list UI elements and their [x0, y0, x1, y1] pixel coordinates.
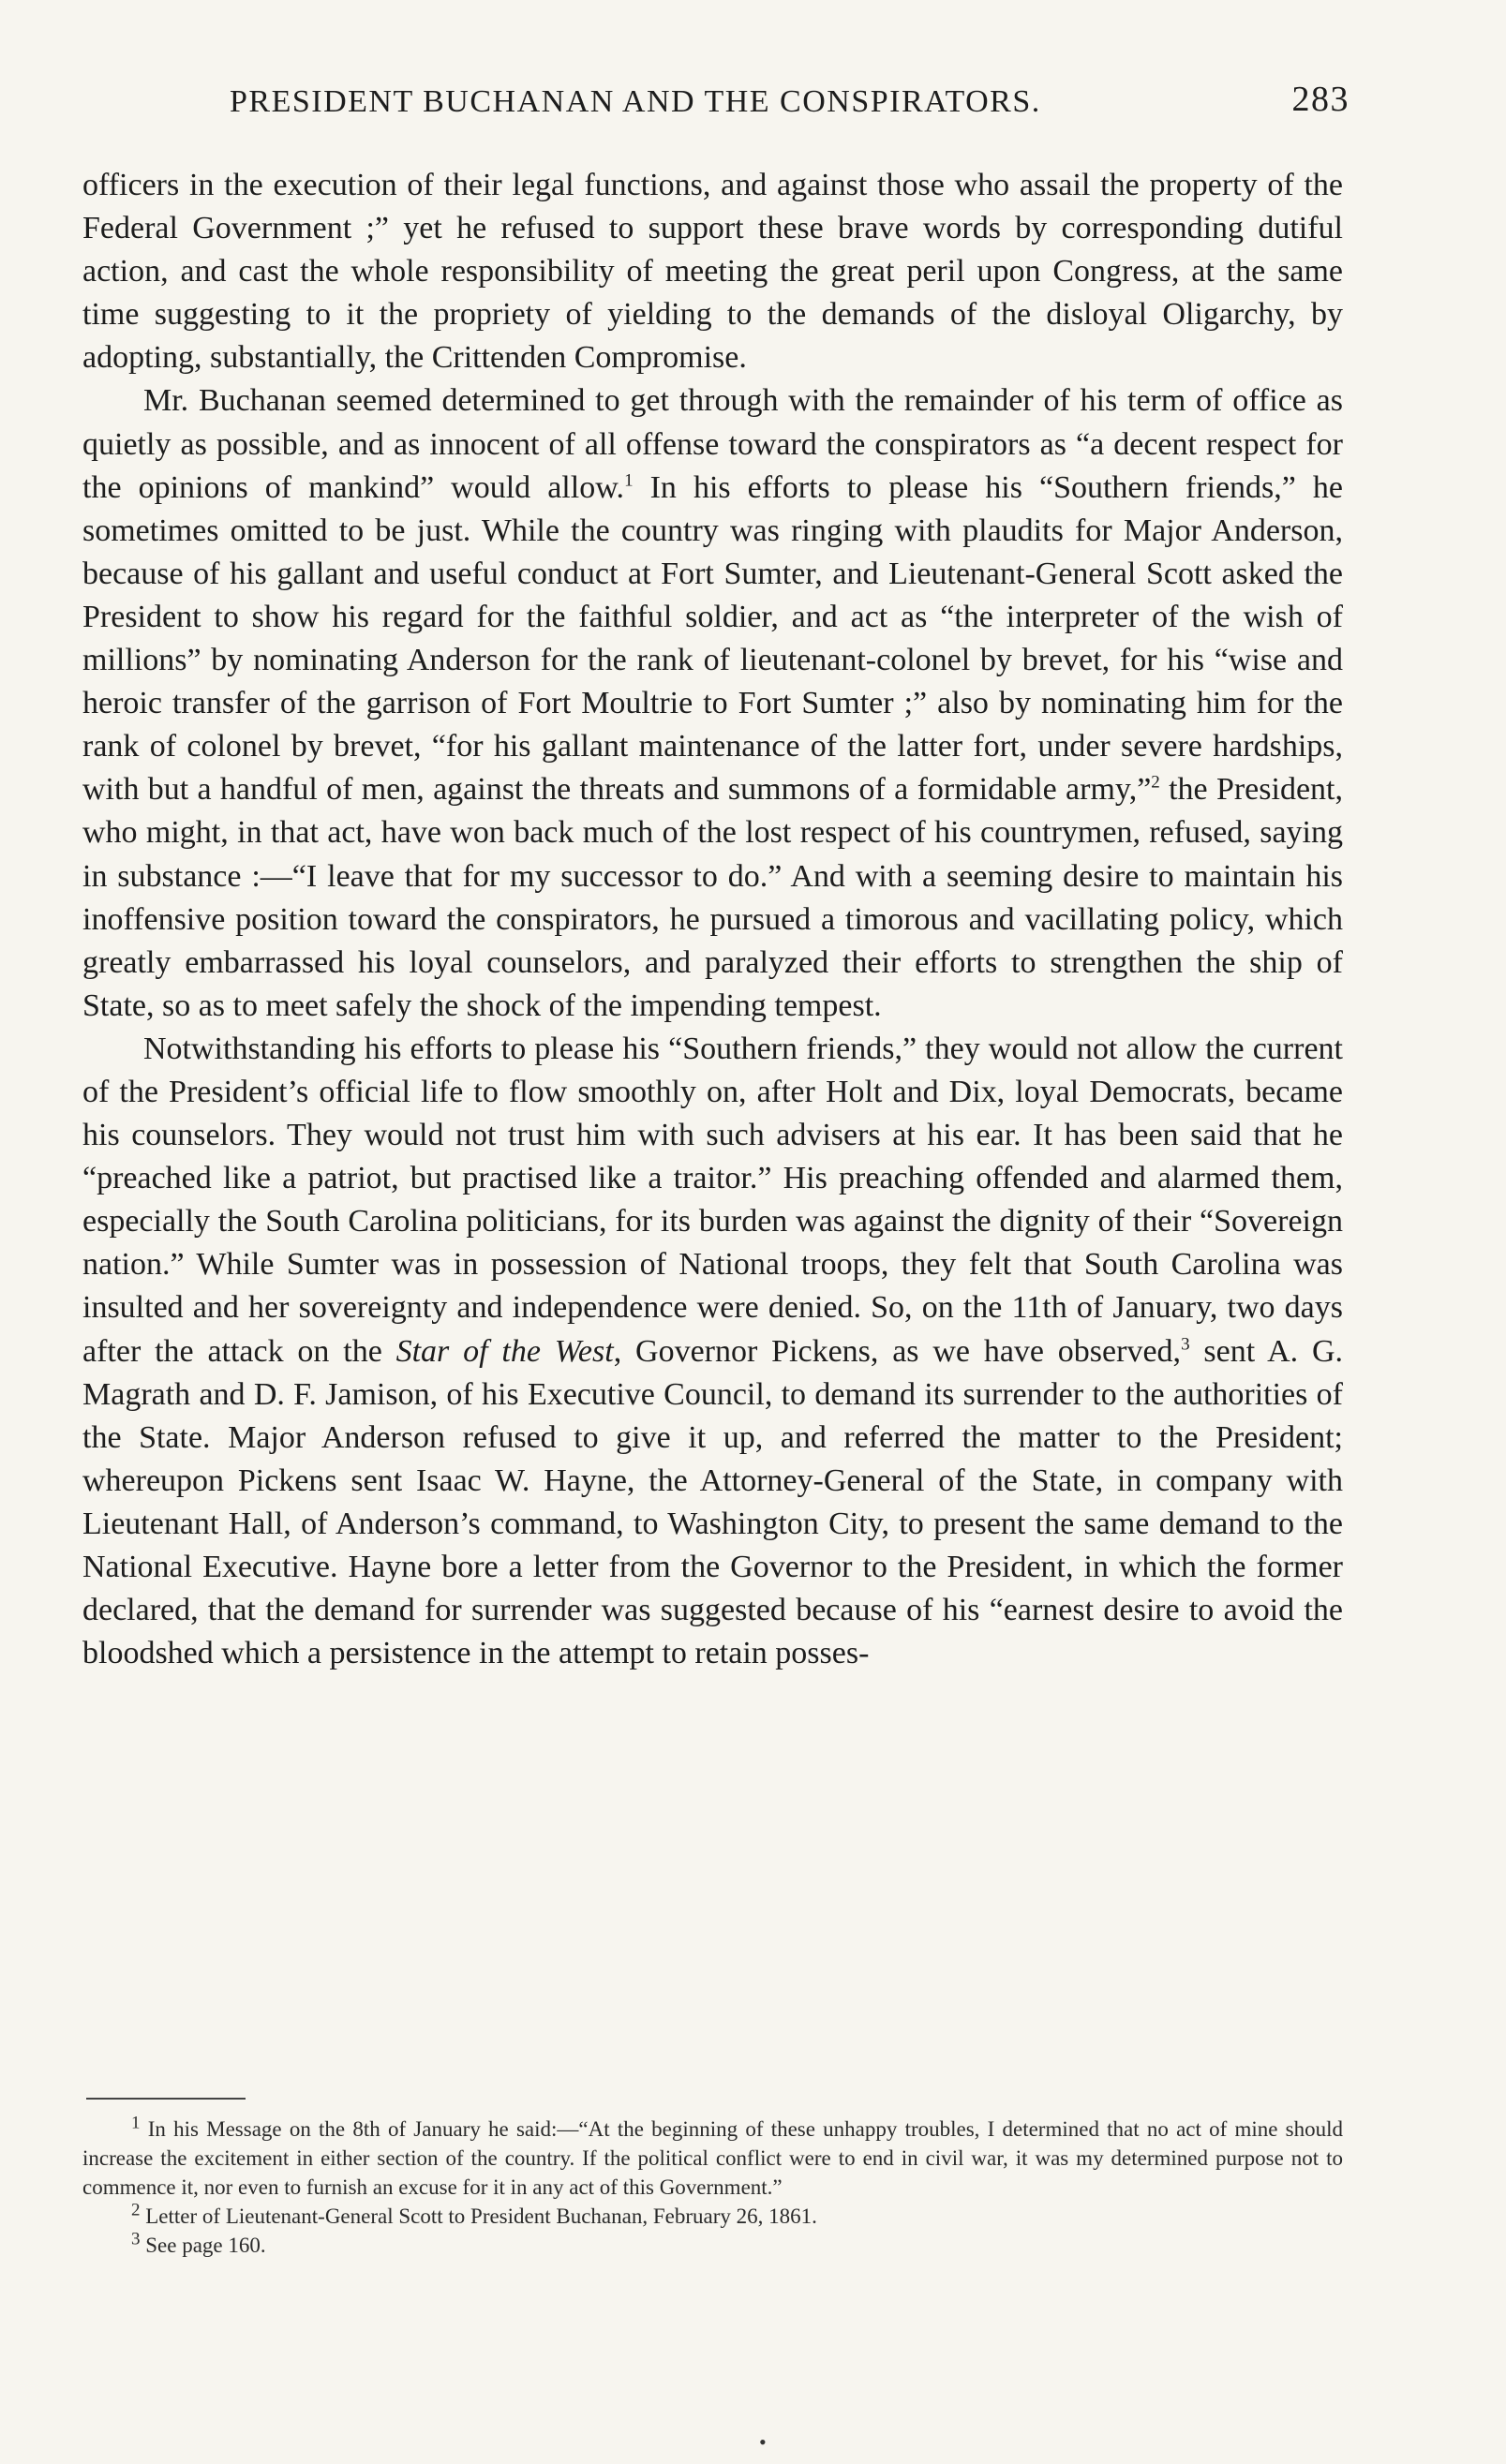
footnote-mark-3: 3: [131, 2229, 141, 2249]
paragraph-2-part-c: the President, who might, in that act, have won back much of the lost respect of his countrymen, refused, saying in substance :—“I leave that for my successor to do.” And with a seeming desire to maintain his inoffensive position toward the conspirators, he pursued a timorous and vacillating policy, which greatly embarrassed his loyal counselors, and paralyzed their efforts to strengthen the ship of State, so as to meet safely the shock of the impending tempest.: [82, 772, 1343, 1023]
footnote-divider: [86, 2098, 246, 2100]
footnote-mark-1: 1: [131, 2113, 141, 2133]
footnote-2: [82, 2202, 1343, 2231]
footnote-text-3: See page 160.: [145, 2234, 266, 2257]
footnote-mark-2: 2: [131, 2200, 141, 2220]
paragraph-1: officers in the execution of their legal functions, and against those who assail the property of the Federal Government ;” yet he refused to support these brave words by corresponding dutiful action, and cast the whole responsibility of meeting the great peril upon Congress, at the same time suggesting to it the propriety of yielding to the demands of the disloyal Oligarchy, by adopting, substantially, the Crittenden Compromise.: [82, 168, 1343, 376]
paragraph-3-part-a: Notwithstanding his efforts to please his “Southern friends,” they would not allow the current of the President’s official life to flow smoothly on, after Holt and Dix, loyal Democrats, became his counselors. They would not trust him with such advisers at his ear. It has been said that he “preached like a patriot, but practised like a traitor.” His preaching offended and alarmed them, especially the South Carolina politicians, for its burden was against the dignity of their “Sovereign nation.” While Sumter was in possession of National troops, they felt that South Carolina was insulted and her sovereignty and independence were denied. So, on the 11th of January, two days after the attack on the: [82, 1031, 1343, 1369]
footnotes: [82, 2115, 1343, 2260]
paragraph-2: [82, 379, 1343, 1027]
paragraph-3: [82, 1028, 1343, 1675]
footnote-text-1: In his Message on the 8th of January he said:—“At the beginning of these unhappy troubles, I determined that no act of mine should increase the excitement in either section of the country. If the political conflict were to end in civil war, it was my determined purpose not to commence it, nor even to furnish an excuse for it in any act of this Government.”: [82, 2117, 1343, 2199]
running-header: [216, 79, 1349, 127]
paragraph-2-part-a: Mr. Buchanan seemed determined to get through with the remainder of his term of office as quietly as possible, and as innocent of all offense toward the conspirators as “a decent respect for the opinions of mankind” would allow.: [82, 383, 1343, 505]
footnote-3: [82, 2231, 1343, 2260]
footnote-ref-3: 3: [1181, 1334, 1190, 1355]
paragraph-3-part-c: sent A. G. Magrath and D. F. Jamison, of his Executive Council, to demand its surrender to the authorities of the State. Major Anderson refused to give it up, and referred the matter to the President; whereupon Pickens sent Isaac W. Hayne, the Attorney-General of the State, in company with Lieutenant Hall, of Anderson’s command, to Washington City, to present the same demand to the National Executive. Hayne bore a letter from the Governor to the President, in which the former declared, that the demand for surrender was suggested because of his “earnest desire to avoid the bloodshed which a persistence in the attempt to retain posses-: [82, 1333, 1344, 1671]
footnote-ref-2: 2: [1151, 772, 1160, 793]
paragraph-3-part-b: , Governor Pickens, as we have observed,: [613, 1333, 1182, 1369]
running-title: PRESIDENT BUCHANAN AND THE CONSPIRATORS.: [230, 84, 1041, 119]
bottom-mark: •: [759, 2430, 767, 2454]
page-number: 283: [1291, 80, 1349, 119]
body-text: [82, 164, 1343, 1675]
footnote-text-2: Letter of Lieutenant-General Scott to President Buchanan, February 26, 1861.: [145, 2204, 817, 2228]
footnote-1: [82, 2115, 1343, 2202]
paragraph-2-part-b: In his efforts to please his “Southern friends,” he sometimes omitted to be just. While the country was ringing with plaudits for Major Anderson, because of his gallant and useful conduct at Fort Sumter, and Lieutenant-General Scott asked the President to show his regard for the faithful soldier, and act as “the interpreter of the wish of millions” by nominating Anderson for the rank of lieutenant-colonel by brevet, for his “wise and heroic transfer of the garrison of Fort Moultrie to Fort Sumter ;” also by nominating him for the rank of colonel by brevet, “for his gallant maintenance of the latter fort, under severe hardships, with but a handful of men, against the threats and summons of a formidable army,”: [82, 469, 1344, 808]
ship-name: Star of the West: [395, 1333, 614, 1369]
footnote-ref-1: 1: [624, 470, 634, 491]
